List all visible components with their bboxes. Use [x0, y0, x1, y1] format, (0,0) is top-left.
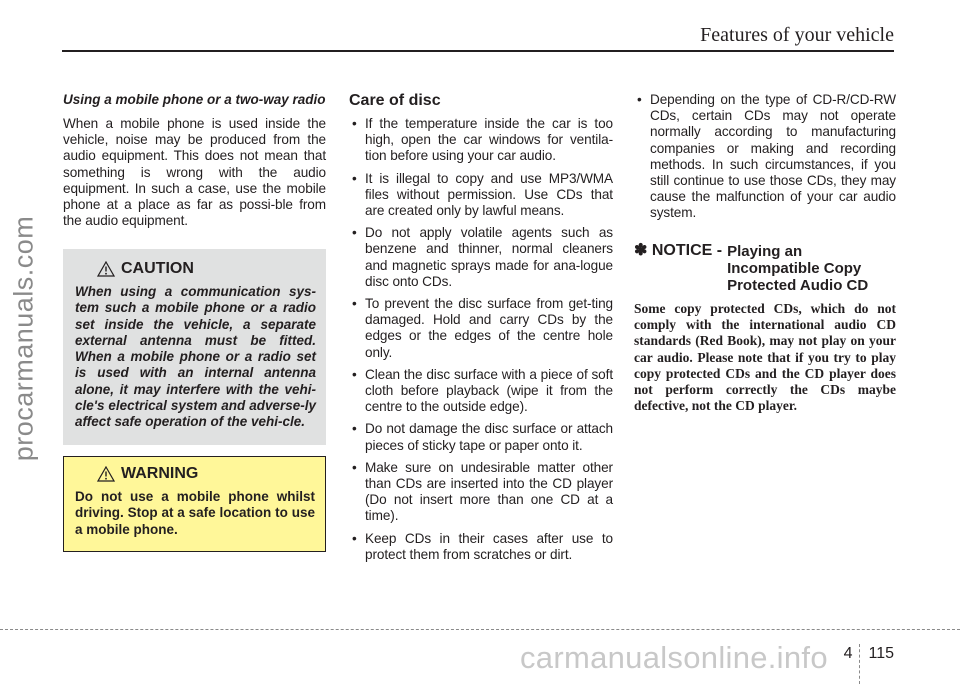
- list-item: • If the temperature inside the car is too high, open the car windows for ventila-tion before using your car audio.: [352, 116, 613, 164]
- list-item-text: Do not damage the disc surface or attach pieces of sticky tape or paper onto it.: [365, 421, 613, 453]
- caution-box: [63, 249, 326, 445]
- caution-title: CAUTION: [121, 260, 194, 277]
- notice-text: Some copy protected CDs, which do not comply with the international audio CD standards (Red Book), may not play on your car audio. Please note that if you try to play copy protected CDs and the CD player does not perform correctly the CDs maybe defective, not the CD player.: [634, 300, 896, 414]
- bottom-watermark: carmanualsonline.info: [520, 640, 828, 675]
- list-item-text: To prevent the disc surface from get-ting damaged. Hold and carry CDs by the edges or the edges of the centre hole only.: [365, 296, 613, 360]
- list-item: • To prevent the disc surface from get-ting damaged. Hold and carry CDs by the edges or the edges of the centre hole only.: [352, 296, 613, 360]
- list-item: • Depending on the type of CD-R/CD-RW CDs, certain CDs may not operate normally according to manufacturing companies or making and recording methods. In such circumstances, if you still continue to use those CDs, they may cause the malfunction of your car audio system.: [637, 92, 896, 221]
- list-item-text: Depending on the type of CD-R/CD-RW CDs, certain CDs may not operate normally according to manufacturing companies or making and recording methods. In such circumstances, if you still continue to use those CDs, they may cause the malfunction of your car audio system.: [650, 92, 896, 221]
- care-of-disc-heading: Care of disc: [349, 92, 441, 109]
- list-item-text: Clean the disc surface with a piece of soft cloth before playback (wipe it from the centre to the outside edge).: [365, 366, 613, 415]
- side-watermark-text: procarmanuals.com: [8, 215, 39, 461]
- warning-text: Do not use a mobile phone whilst driving. Stop at a safe location to use a mobile phone.: [75, 489, 315, 537]
- list-item-text: Do not apply volatile agents such as benzene and thinner, normal cleaners and magnetic sprays made for ana-logue disc onto CDs.: [365, 225, 613, 289]
- warning-triangle-icon: [97, 261, 115, 277]
- page-number-separator: [859, 644, 861, 684]
- notice-header: [634, 242, 896, 294]
- warning-triangle-icon: [97, 466, 115, 482]
- list-item: • Do not apply volatile agents such as benzene and thinner, normal cleaners and magnetic sprays made for ana-logue disc onto CDs.: [352, 225, 613, 289]
- middle-column: [349, 92, 613, 569]
- list-item-text: If the temperature inside the car is too high, open the car windows for ventila-tion before using your car audio.: [365, 116, 613, 164]
- chapter-number: 4: [843, 645, 853, 662]
- caution-header: [97, 260, 316, 278]
- footer-rule: [0, 629, 960, 630]
- side-watermark: [4, 0, 44, 676]
- list-item-text: It is illegal to copy and use MP3/WMA files without permission. Use CDs that are created only by lawful means.: [365, 170, 613, 219]
- notice-title: [727, 243, 868, 294]
- warning-title: WARNING: [121, 465, 199, 482]
- page-number: [844, 634, 894, 674]
- notice-label: ✽ NOTICE -: [634, 241, 723, 259]
- list-item: • Keep CDs in their cases after use to protect them from scratches or dirt.: [352, 530, 613, 562]
- list-item: • Do not damage the disc surface or attach pieces of sticky tape or paper onto it.: [352, 421, 613, 453]
- list-item: • Clean the disc surface with a piece of soft cloth before playback (wipe it from the centre to the outside edge).: [352, 366, 613, 415]
- mobile-phone-subheading: Using a mobile phone or a two-way radio: [63, 92, 326, 107]
- notice-title-line: Playing an: [727, 242, 803, 260]
- page-number-value: 115: [868, 645, 894, 662]
- right-column: [634, 92, 896, 415]
- page-header-title: Features of your vehicle: [700, 24, 894, 46]
- right-column-list: [634, 92, 896, 222]
- warning-header: [97, 465, 315, 483]
- header-rule: [62, 50, 894, 52]
- warning-box: [63, 456, 326, 552]
- list-item-text: Keep CDs in their cases after use to protect them from scratches or dirt.: [365, 530, 613, 562]
- care-of-disc-list: [349, 116, 613, 563]
- list-item: • Make sure on undesirable matter other than CDs are inserted into the CD player (Do not insert more than one CD at a time).: [352, 459, 613, 524]
- list-item-text: Make sure on undesirable matter other than CDs are inserted into the CD player (Do not insert more than one CD at a time).: [365, 459, 613, 524]
- left-column: [63, 92, 326, 229]
- list-item: • It is illegal to copy and use MP3/WMA files without permission. Use CDs that are created only by lawful means.: [352, 170, 613, 219]
- notice-title-line: Incompatible Copy: [727, 259, 862, 277]
- caution-text: When using a communication sys-tem such a mobile phone or a radio set inside the vehicle, a separate external antenna must be fitted. When a mobile phone or a radio set is used with an internal antenna alone, it may interfere with the vehi-cle's electrical system and adverse-ly affect safe operation of the vehi-cle.: [75, 284, 316, 430]
- mobile-phone-paragraph: When a mobile phone is used inside the vehicle, noise may be produced from the audio equipment. This does not mean that something is wrong with the audio equipment. In such a case, use the mobile phone at a place as far as possi-ble from the audio equipment.: [63, 116, 326, 229]
- notice-title-line: Protected Audio CD: [727, 276, 869, 294]
